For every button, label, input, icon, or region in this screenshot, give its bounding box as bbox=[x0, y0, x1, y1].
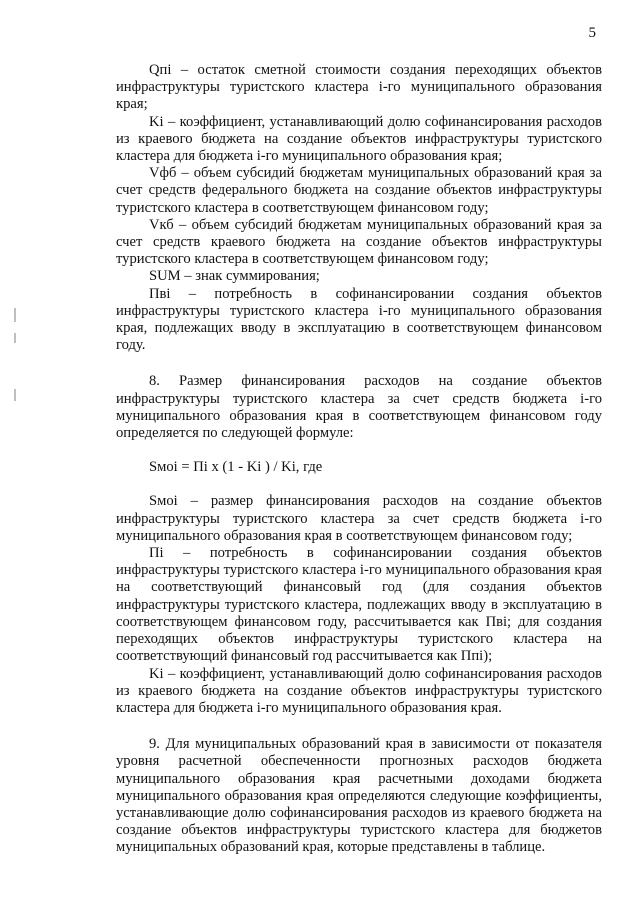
definition-pvi: Пвi – потребность в софинансировании создания объектов инфраструктуры туристского кластера i-го муниципального образования края, подлежащих вводу в эксплуатацию в соответствующем финансовом году. bbox=[116, 285, 602, 354]
scan-margin-mark bbox=[14, 308, 16, 322]
page-number: 5 bbox=[588, 25, 596, 41]
formula-spacer-top bbox=[116, 442, 602, 459]
definition-ki-repeat: Ki – коэффициент, устанавливающий долю софинансирования расходов из краевого бюджета на создание объектов инфраструктуры туристского кластера для бюджета i-го муниципального образования края. bbox=[116, 665, 602, 716]
section-8-paragraph: 8. Размер финансирования расходов на создание объектов инфраструктуры туристского кластера за счет средств бюджета i-го муниципального образования края в соответствующем финансовом году определяется по следующей формуле: bbox=[116, 373, 602, 442]
scan-margin-mark bbox=[14, 389, 16, 401]
document-body bbox=[116, 62, 602, 857]
financing-formula: Sмоi = Пi x (1 - Ki ) / Ki, где bbox=[149, 459, 323, 476]
definition-sum: SUM – знак суммирования; bbox=[149, 268, 320, 285]
definition-vkb: Vкб – объем субсидий бюджетам муниципальных образований края за счет средств краевого бюджета на создание объектов инфраструктуры туристского кластера в соответствующем финансовом году; bbox=[116, 216, 602, 268]
definition-qpi: Qпi – остаток сметной стоимости создания переходящих объектов инфраструктуры туристского кластера i-го муниципального образования края; bbox=[116, 62, 602, 113]
definition-ki: Ki – коэффициент, устанавливающий долю софинансирования расходов из краевого бюджета на создание объектов инфраструктуры туристского кластера для бюджета i-го муниципального образования края; bbox=[116, 113, 602, 165]
paragraph-spacer bbox=[116, 717, 602, 736]
section-9-paragraph: 9. Для муниципальных образований края в зависимости от показателя уровня расчетной обеспеченности прогнозных расходов бюджета муниципального образования края расчетными доходами бюджета муниципального образования края определяются следующие коэффициенты, устанавливающие долю софинансирования расходов из краевого бюджета на создание объектов инфраструктуры туристского кластера для бюджетов муниципальных образований края, которые представлены в таблице. bbox=[116, 736, 602, 856]
definition-smoi: Sмоi – размер финансирования расходов на создание объектов инфраструктуры туристского кластера за счет средств бюджета i-го муниципального образования края в соответствующем финансовом году; bbox=[116, 493, 602, 544]
definition-vfb: Vфб – объем субсидий бюджетам муниципальных образований края за счет средств федерального бюджета на создание объектов инфраструктуры туристского кластера в соответствующем финансовом году; bbox=[116, 165, 602, 216]
definition-pi: Пi – потребность в софинансировании создания объектов инфраструктуры туристского кластера i-го муниципального образования края на соответствующий финансовый год (для создания объектов инфраструктуры туристского кластера, подлежащих вводу в эксплуатацию в соответствующем финансовом году, рассчитывается как Пвi; для создания переходящих объектов инфраструктуры туристского кластера на соответствующий финансовый год рассчитывается как Ппi); bbox=[116, 545, 602, 665]
scan-margin-mark bbox=[14, 333, 16, 343]
paragraph-spacer bbox=[116, 354, 602, 373]
formula-spacer-bottom bbox=[116, 476, 602, 493]
